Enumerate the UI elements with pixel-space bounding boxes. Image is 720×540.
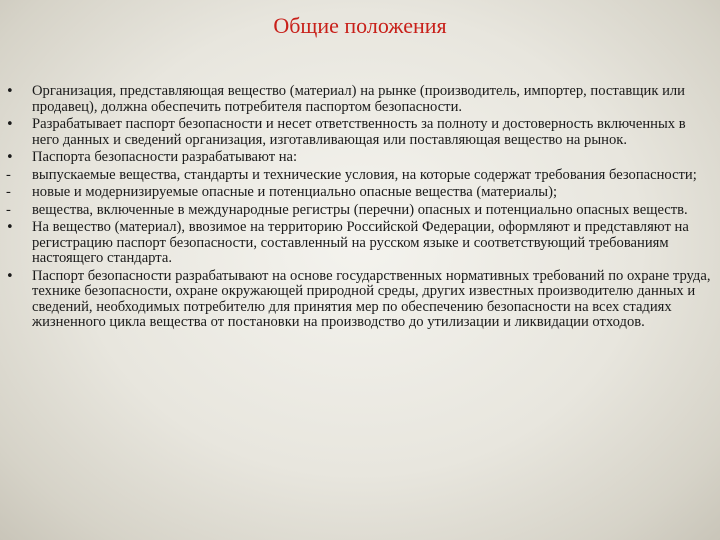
bullet-marker: • xyxy=(6,117,14,132)
list-item xyxy=(6,150,714,166)
slide-content xyxy=(6,84,714,333)
list-item-text: новые и модернизируемые опасные и потенциально опасные вещества (материалы); xyxy=(32,184,558,200)
list-item xyxy=(6,185,714,201)
list-item xyxy=(6,168,714,184)
list-item-text: выпускаемые вещества, стандарты и технические условия, на которые содержат требования безопасности; xyxy=(32,166,697,183)
bullet-marker: • xyxy=(6,84,14,99)
dash-marker: - xyxy=(6,184,11,200)
list-item-text: вещества, включенные в международные регистры (перечни) опасных и потенциально опасных веществ. xyxy=(32,201,688,218)
bullet-marker: • xyxy=(6,150,14,165)
list-item xyxy=(6,269,714,331)
list-item-text: Разрабатывает паспорт безопасности и несет ответственность за полноту и достоверность включенных в него данных и сведений организация, изготавливающая или поставляющая вещество на рынок. xyxy=(32,116,686,148)
bullet-marker: • xyxy=(6,220,14,235)
list-item xyxy=(6,220,714,267)
list-item-text: Паспорт безопасности разрабатывают на основе государственных нормативных требований по охране труда, технике безопасности, охране окружающей природной среды, других известных производителю данных и сведений, необходимых потребителю для принятия мер по обеспечению безопасности на всех стадиях жизненного цикла вещества от постановки на производство до утилизации и ликвидации отходов. xyxy=(32,267,711,330)
slide-title: Общие положения xyxy=(273,13,447,38)
list-item-text: На вещество (материал), ввозимое на территорию Российской Федерации, оформляют и представляют на регистрацию паспорт безопасности, составленный на русском языке и соответствующий требованиям настоящего стандарта. xyxy=(32,219,689,266)
list-item-text: Паспорта безопасности разрабатывают на: xyxy=(32,149,298,165)
bullet-marker: • xyxy=(6,268,14,284)
list-item xyxy=(6,84,714,115)
dash-marker: - xyxy=(6,166,11,183)
list-item xyxy=(6,117,714,148)
dash-marker: - xyxy=(6,201,11,218)
list-item-text: Организация, представляющая вещество (материал) на рынке (производитель, импортер, поставщик или продавец), должна обеспечить потребителя паспортом безопасности. xyxy=(32,83,685,115)
list-item xyxy=(6,203,714,219)
